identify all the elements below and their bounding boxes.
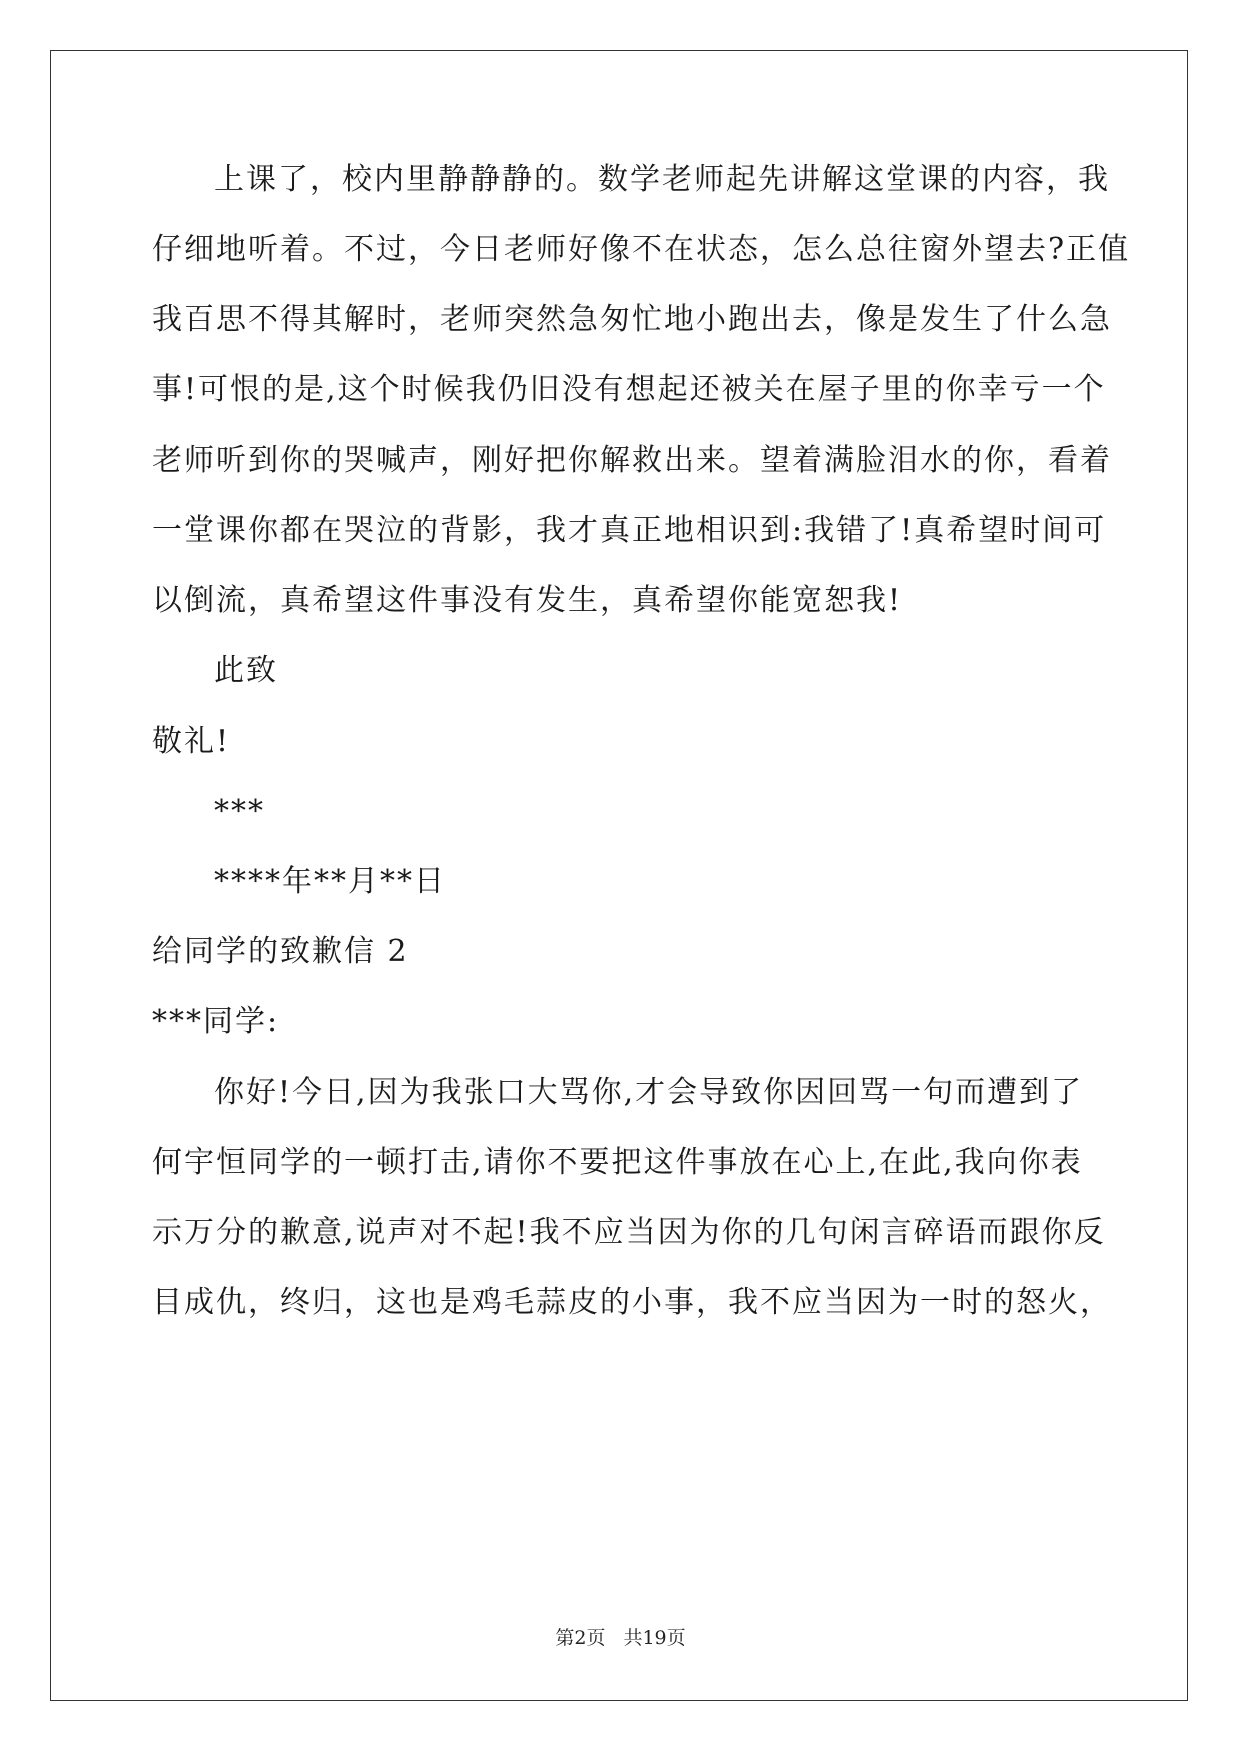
page-footer bbox=[0, 1626, 1241, 1650]
paragraph-line: 目成仇，终归，这也是鸡毛蒜皮的小事，我不应当因为一时的怒火， bbox=[152, 1285, 1112, 1320]
closing-salutation: 此致 bbox=[214, 653, 278, 688]
paragraph-line: 仔细地听着。不过，今日老师好像不在状态，怎么总往窗外望去?正值 bbox=[152, 232, 1131, 267]
page-number: 第2页 bbox=[555, 1627, 606, 1649]
closing-greeting: 敬礼! bbox=[152, 724, 231, 759]
signature-name: *** bbox=[214, 794, 265, 829]
paragraph-line: 上课了，校内里静静静的。数学老师起先讲解这堂课的内容，我 bbox=[214, 162, 1110, 197]
signature-date: ****年**月**日 bbox=[214, 864, 446, 899]
paragraph-line: 示万分的歉意,说声对不起!我不应当因为你的几句闲言碎语而跟你反 bbox=[152, 1215, 1106, 1250]
paragraph-line: 以倒流，真希望这件事没有发生，真希望你能宽恕我! bbox=[152, 583, 903, 618]
paragraph-line: 老师听到你的哭喊声，刚好把你解救出来。望着满脸泪水的你，看着 bbox=[152, 443, 1112, 478]
paragraph-line: 你好!今日,因为我张口大骂你,才会导致你因回骂一句而遭到了 bbox=[214, 1075, 1084, 1110]
letter-heading: 给同学的致歉信 2 bbox=[152, 934, 409, 969]
paragraph-line: 何宇恒同学的一顿打击,请你不要把这件事放在心上,在此,我向你表 bbox=[152, 1145, 1083, 1180]
paragraph-line: 我百思不得其解时，老师突然急匆忙地小跑出去，像是发生了什么急 bbox=[152, 302, 1112, 337]
paragraph-line: 一堂课你都在哭泣的背影，我才真正地相识到:我错了!真希望时间可 bbox=[152, 513, 1107, 548]
paragraph-line: 事!可恨的是,这个时候我仍旧没有想起还被关在屋子里的你幸亏一个 bbox=[152, 372, 1106, 407]
page-total: 共19页 bbox=[623, 1627, 686, 1649]
letter-recipient: ***同学: bbox=[152, 1004, 280, 1039]
